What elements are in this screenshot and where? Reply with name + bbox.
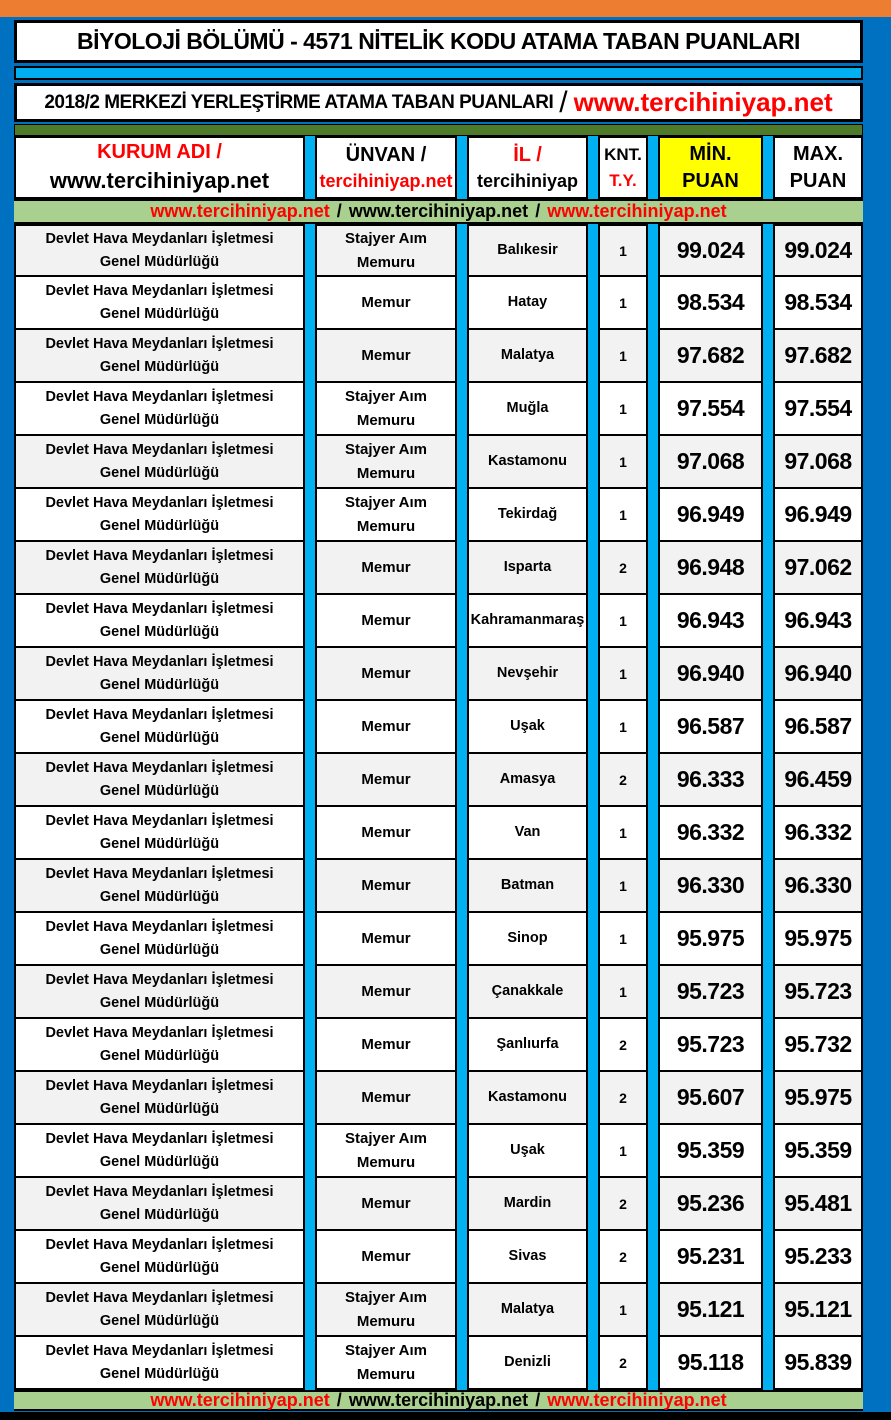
col-header-min-line2: PUAN: [682, 169, 739, 192]
cell-max-score: 95.121: [773, 1284, 863, 1337]
institution-line1: Devlet Hava Meydanları İşletmesi: [45, 1290, 274, 1307]
institution-line1: Devlet Hava Meydanları İşletmesi: [45, 972, 274, 989]
cell-quota: 1: [598, 807, 648, 860]
subtitle-site-url: www.tercihiniyap.net: [573, 87, 833, 117]
watermark-bar-top: [14, 199, 863, 224]
cell-title: Memur: [315, 1019, 457, 1072]
cyan-divider-bar: [14, 66, 863, 80]
cell-quota: 1: [598, 860, 648, 913]
institution-line2: Genel Müdürlüğü: [99, 676, 220, 693]
cell-quota: 2: [598, 542, 648, 595]
cell-quota: 1: [598, 648, 648, 701]
col-header-quota-line2: T.Y.: [609, 170, 637, 190]
cell-min-score: 97.068: [658, 436, 763, 489]
cell-province: Çanakkale: [467, 966, 588, 1019]
institution-line2: Genel Müdürlüğü: [99, 888, 220, 905]
col-header-institution: [14, 136, 305, 199]
cell-province: Hatay: [467, 277, 588, 330]
cell-title: Memur: [315, 330, 457, 383]
cell-min-score: 96.587: [658, 701, 763, 754]
cell-max-score: 96.940: [773, 648, 863, 701]
watermark-url-1: www.tercihiniyap.net: [150, 1390, 330, 1410]
table-row: [14, 1019, 863, 1072]
col-header-max-line1: MAX.: [793, 142, 843, 165]
cell-province: Kastamonu: [467, 1072, 588, 1125]
cell-min-score: 95.359: [658, 1125, 763, 1178]
cell-institution: [14, 1072, 305, 1125]
institution-line1: Devlet Hava Meydanları İşletmesi: [45, 283, 274, 300]
table-row: [14, 489, 863, 542]
cell-max-score: 95.481: [773, 1178, 863, 1231]
institution-line1: Devlet Hava Meydanları İşletmesi: [45, 231, 274, 248]
cell-province: Kastamonu: [467, 436, 588, 489]
institution-line2: Genel Müdürlüğü: [99, 729, 220, 746]
cell-min-score: 96.332: [658, 807, 763, 860]
cell-max-score: 95.359: [773, 1125, 863, 1178]
subtitle-text: 2018/2 MERKEZİ YERLEŞTİRME ATAMA TABAN PUANLARI: [44, 91, 554, 113]
cell-max-score: 95.839: [773, 1337, 863, 1390]
cell-min-score: 95.723: [658, 1019, 763, 1072]
subtitle-bar: [14, 83, 863, 122]
cell-institution: [14, 383, 305, 436]
institution-line2: Genel Müdürlüğü: [99, 941, 220, 958]
cell-max-score: 96.949: [773, 489, 863, 542]
table-row: [14, 1125, 863, 1178]
cell-title: Memur: [315, 754, 457, 807]
institution-line1: Devlet Hava Meydanları İşletmesi: [45, 495, 274, 512]
cell-max-score: 95.233: [773, 1231, 863, 1284]
cell-title: Memur: [315, 1072, 457, 1125]
institution-line1: Devlet Hava Meydanları İşletmesi: [45, 1131, 274, 1148]
cell-min-score: 97.682: [658, 330, 763, 383]
table-row: [14, 330, 863, 383]
watermark-url-2: www.tercihiniyap.net: [348, 1390, 529, 1410]
institution-line1: Devlet Hava Meydanları İşletmesi: [45, 1078, 274, 1095]
cell-title: Memur: [315, 277, 457, 330]
watermark-url-2: www.tercihiniyap.net: [348, 201, 529, 221]
cell-quota: 1: [598, 1284, 648, 1337]
cell-title: Stajyer Aım Memuru: [315, 1284, 457, 1337]
cell-institution: [14, 860, 305, 913]
bottom-black-bar: [0, 1412, 891, 1420]
institution-line1: Devlet Hava Meydanları İşletmesi: [45, 1237, 274, 1254]
cell-title: Stajyer Aım Memuru: [315, 1125, 457, 1178]
watermark-url-1: www.tercihiniyap.net: [150, 201, 330, 221]
cell-province: Balıkesir: [467, 224, 588, 277]
cell-province: Şanlıurfa: [467, 1019, 588, 1072]
cell-quota: 1: [598, 224, 648, 277]
col-header-min-line1: MİN.: [689, 142, 732, 165]
table-row: [14, 860, 863, 913]
cell-min-score: 95.975: [658, 913, 763, 966]
watermark-bar-bottom: [14, 1390, 863, 1411]
watermark-url-3: www.tercihiniyap.net: [547, 201, 727, 221]
col-header-title-line2: tercihiniyap.net: [319, 170, 453, 191]
cell-title: Memur: [315, 913, 457, 966]
institution-line1: Devlet Hava Meydanları İşletmesi: [45, 548, 274, 565]
table-row: [14, 807, 863, 860]
cell-province: Uşak: [467, 1125, 588, 1178]
cell-max-score: 97.682: [773, 330, 863, 383]
dark-green-divider-bar: [14, 124, 863, 136]
cell-quota: 1: [598, 330, 648, 383]
cell-quota: 2: [598, 1178, 648, 1231]
cell-title: Memur: [315, 1231, 457, 1284]
cell-quota: 1: [598, 913, 648, 966]
table-row: [14, 436, 863, 489]
cell-max-score: 95.975: [773, 913, 863, 966]
institution-line2: Genel Müdürlüğü: [99, 1312, 220, 1329]
institution-line2: Genel Müdürlüğü: [99, 1259, 220, 1276]
cell-institution: [14, 1178, 305, 1231]
cell-min-score: 98.534: [658, 277, 763, 330]
watermark-url-3: www.tercihiniyap.net: [547, 1390, 727, 1410]
cell-max-score: 95.975: [773, 1072, 863, 1125]
table-row: [14, 913, 863, 966]
table-header-row: [14, 136, 863, 199]
institution-line2: Genel Müdürlüğü: [99, 570, 220, 587]
institution-line1: Devlet Hava Meydanları İşletmesi: [45, 336, 274, 353]
col-header-max-score: [773, 136, 863, 199]
cell-min-score: 96.940: [658, 648, 763, 701]
cell-quota: 1: [598, 489, 648, 542]
institution-line2: Genel Müdürlüğü: [99, 517, 220, 534]
cell-province: Kahramanmaraş: [467, 595, 588, 648]
cell-quota: 1: [598, 1125, 648, 1178]
institution-line1: Devlet Hava Meydanları İşletmesi: [45, 389, 274, 406]
institution-line2: Genel Müdürlüğü: [99, 1047, 220, 1064]
cell-title: Memur: [315, 807, 457, 860]
cell-province: Nevşehir: [467, 648, 588, 701]
top-orange-bar: [0, 0, 891, 17]
cell-min-score: 96.330: [658, 860, 763, 913]
cell-max-score: 95.723: [773, 966, 863, 1019]
cell-institution: [14, 1125, 305, 1178]
cell-province: Sivas: [467, 1231, 588, 1284]
col-header-institution-line2: www.tercihiniyap.net: [49, 168, 270, 194]
cell-province: Malatya: [467, 330, 588, 383]
institution-line1: Devlet Hava Meydanları İşletmesi: [45, 760, 274, 777]
cell-institution: [14, 913, 305, 966]
table-row: [14, 277, 863, 330]
cell-institution: [14, 807, 305, 860]
cell-title: Memur: [315, 701, 457, 754]
cell-title: Memur: [315, 860, 457, 913]
cell-institution: [14, 648, 305, 701]
col-header-institution-line1: KURUM ADI /: [97, 141, 222, 164]
institution-line2: Genel Müdürlüğü: [99, 1206, 220, 1223]
cell-institution: [14, 436, 305, 489]
col-header-province-line2: tercihiniyap: [476, 170, 579, 191]
cell-quota: 2: [598, 1072, 648, 1125]
cell-province: Batman: [467, 860, 588, 913]
institution-line2: Genel Müdürlüğü: [99, 411, 220, 428]
cell-quota: 2: [598, 1337, 648, 1390]
institution-line1: Devlet Hava Meydanları İşletmesi: [45, 654, 274, 671]
col-header-min-score: [658, 136, 763, 199]
cell-min-score: 95.231: [658, 1231, 763, 1284]
institution-line1: Devlet Hava Meydanları İşletmesi: [45, 601, 274, 618]
cell-min-score: 96.943: [658, 595, 763, 648]
cell-max-score: 99.024: [773, 224, 863, 277]
cell-institution: [14, 701, 305, 754]
cell-title: Memur: [315, 542, 457, 595]
cell-institution: [14, 542, 305, 595]
table-row: [14, 966, 863, 1019]
cell-province: Tekirdağ: [467, 489, 588, 542]
cell-institution: [14, 224, 305, 277]
cell-max-score: 97.062: [773, 542, 863, 595]
cell-min-score: 95.236: [658, 1178, 763, 1231]
cell-quota: 2: [598, 1231, 648, 1284]
content-area: [14, 20, 863, 1412]
cell-title: Stajyer Aım Memuru: [315, 1337, 457, 1390]
cell-min-score: 96.949: [658, 489, 763, 542]
institution-line2: Genel Müdürlüğü: [99, 464, 220, 481]
cell-title: Stajyer Aım Memuru: [315, 383, 457, 436]
institution-line1: Devlet Hava Meydanları İşletmesi: [45, 1343, 274, 1360]
table-row: [14, 1072, 863, 1125]
institution-line1: Devlet Hava Meydanları İşletmesi: [45, 919, 274, 936]
institution-line1: Devlet Hava Meydanları İşletmesi: [45, 1025, 274, 1042]
institution-line1: Devlet Hava Meydanları İşletmesi: [45, 707, 274, 724]
col-header-max-line2: PUAN: [789, 169, 847, 192]
cell-quota: 2: [598, 1019, 648, 1072]
cell-title: Stajyer Aım Memuru: [315, 224, 457, 277]
table-row: [14, 648, 863, 701]
cell-min-score: 99.024: [658, 224, 763, 277]
cell-max-score: 97.554: [773, 383, 863, 436]
cell-title: Memur: [315, 595, 457, 648]
cell-institution: [14, 595, 305, 648]
table-row: [14, 1337, 863, 1390]
cell-institution: [14, 754, 305, 807]
cell-max-score: 96.943: [773, 595, 863, 648]
cell-institution: [14, 966, 305, 1019]
institution-line2: Genel Müdürlüğü: [99, 1365, 220, 1382]
cell-max-score: 96.330: [773, 860, 863, 913]
col-header-province-line1: İL /: [513, 143, 542, 166]
cell-institution: [14, 1337, 305, 1390]
col-header-title: [315, 136, 457, 199]
table-row: [14, 595, 863, 648]
cell-institution: [14, 1284, 305, 1337]
cell-title: Stajyer Aım Memuru: [315, 436, 457, 489]
institution-line2: Genel Müdürlüğü: [99, 782, 220, 799]
cell-province: Uşak: [467, 701, 588, 754]
institution-line1: Devlet Hava Meydanları İşletmesi: [45, 813, 274, 830]
institution-line2: Genel Müdürlüğü: [99, 994, 220, 1011]
institution-line2: Genel Müdürlüğü: [99, 358, 220, 375]
cell-quota: 2: [598, 754, 648, 807]
cell-province: Amasya: [467, 754, 588, 807]
subtitle-separator: /: [559, 85, 568, 119]
institution-line2: Genel Müdürlüğü: [99, 623, 220, 640]
cell-min-score: 95.118: [658, 1337, 763, 1390]
col-header-province: [467, 136, 588, 199]
cell-max-score: 97.068: [773, 436, 863, 489]
cell-institution: [14, 1231, 305, 1284]
cell-max-score: 98.534: [773, 277, 863, 330]
institution-line2: Genel Müdürlüğü: [99, 305, 220, 322]
institution-line1: Devlet Hava Meydanları İşletmesi: [45, 866, 274, 883]
cell-institution: [14, 489, 305, 542]
table-row: [14, 701, 863, 754]
cell-province: Muğla: [467, 383, 588, 436]
cell-institution: [14, 277, 305, 330]
watermark-separator-1: /: [336, 1390, 342, 1410]
cell-min-score: 96.948: [658, 542, 763, 595]
table-row: [14, 1178, 863, 1231]
col-header-title-line1: ÜNVAN /: [345, 143, 427, 166]
table-row: [14, 754, 863, 807]
page-title: BİYOLOJİ BÖLÜMÜ - 4571 NİTELİK KODU ATAMA TABAN PUANLARI: [14, 20, 863, 63]
cell-min-score: 97.554: [658, 383, 763, 436]
institution-line2: Genel Müdürlüğü: [99, 835, 220, 852]
cell-quota: 1: [598, 595, 648, 648]
cell-min-score: 95.121: [658, 1284, 763, 1337]
cell-quota: 1: [598, 436, 648, 489]
table-row: [14, 1231, 863, 1284]
cell-quota: 1: [598, 277, 648, 330]
table-row: [14, 224, 863, 277]
cell-province: Sinop: [467, 913, 588, 966]
cell-max-score: 95.732: [773, 1019, 863, 1072]
cell-quota: 1: [598, 701, 648, 754]
institution-line2: Genel Müdürlüğü: [99, 1153, 220, 1170]
institution-line2: Genel Müdürlüğü: [99, 253, 220, 270]
cell-min-score: 96.333: [658, 754, 763, 807]
table-row: [14, 542, 863, 595]
cell-institution: [14, 330, 305, 383]
col-header-quota-line1: KNT.: [604, 145, 642, 164]
institution-line1: Devlet Hava Meydanları İşletmesi: [45, 1184, 274, 1201]
cell-title: Memur: [315, 1178, 457, 1231]
cell-province: Denizli: [467, 1337, 588, 1390]
table-body: [14, 224, 863, 1390]
cell-province: Isparta: [467, 542, 588, 595]
cell-quota: 1: [598, 383, 648, 436]
watermark-separator-2: /: [535, 1390, 541, 1410]
cell-max-score: 96.459: [773, 754, 863, 807]
cell-province: Mardin: [467, 1178, 588, 1231]
cell-title: Memur: [315, 966, 457, 1019]
table-row: [14, 1284, 863, 1337]
table-row: [14, 383, 863, 436]
watermark-separator-2: /: [535, 201, 541, 221]
cell-province: Malatya: [467, 1284, 588, 1337]
cell-title: Memur: [315, 648, 457, 701]
institution-line2: Genel Müdürlüğü: [99, 1100, 220, 1117]
cell-title: Stajyer Aım Memuru: [315, 489, 457, 542]
col-header-quota: [598, 136, 648, 199]
institution-line1: Devlet Hava Meydanları İşletmesi: [45, 442, 274, 459]
cell-max-score: 96.587: [773, 701, 863, 754]
watermark-separator-1: /: [336, 201, 342, 221]
cell-province: Van: [467, 807, 588, 860]
cell-max-score: 96.332: [773, 807, 863, 860]
cell-institution: [14, 1019, 305, 1072]
cell-min-score: 95.607: [658, 1072, 763, 1125]
cell-min-score: 95.723: [658, 966, 763, 1019]
cell-quota: 1: [598, 966, 648, 1019]
